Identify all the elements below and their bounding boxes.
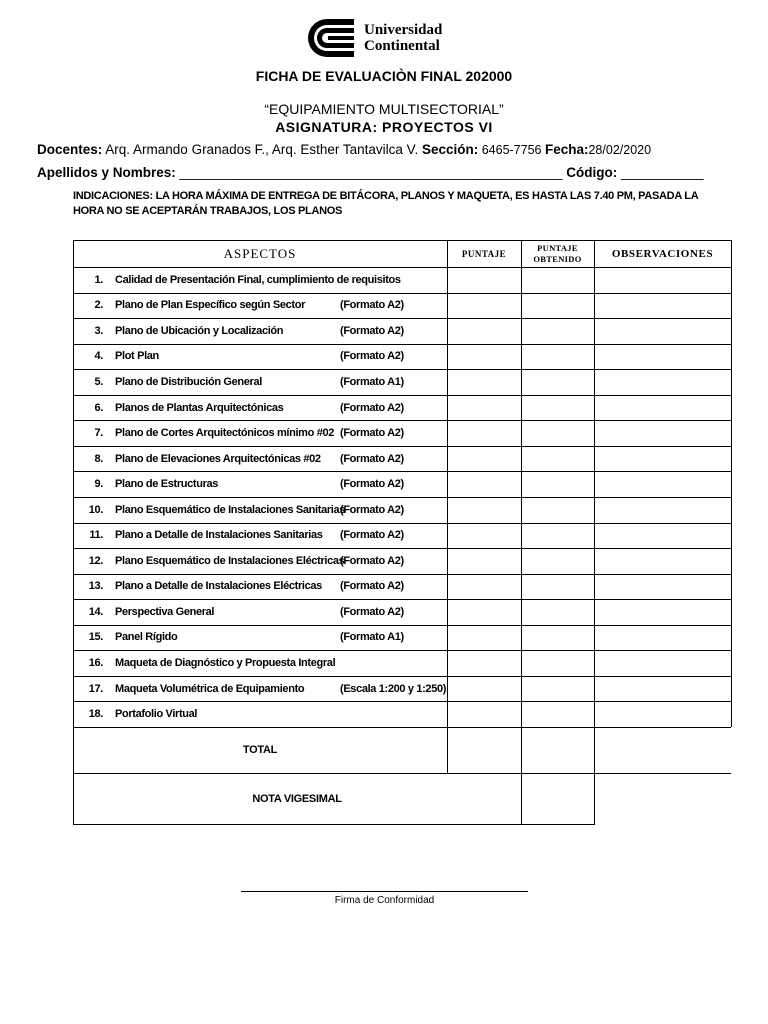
table-row	[73, 599, 447, 625]
teachers-line: Docentes: Arq. Armando Granados F., Arq. Esther Tantavilca V. Sección: 6465-7756 Fecha:28/02/2020	[37, 142, 652, 157]
university-logo-icon	[298, 17, 356, 59]
row-format: (Formato A2)	[340, 554, 404, 567]
table-row	[73, 293, 447, 319]
university-name: Universidad Continental	[364, 22, 443, 54]
row-aspect: Plot Plan	[115, 350, 159, 363]
row-format: (Formato A2)	[340, 324, 404, 337]
row-format: (Formato A2)	[340, 605, 404, 618]
header-puntaje-obtenido: PUNTAJE OBTENIDO	[533, 242, 582, 264]
table-row	[73, 446, 447, 472]
row-number: 2.	[94, 299, 103, 312]
row-format: (Formato A2)	[340, 503, 404, 516]
table-row	[73, 471, 447, 497]
table-rule	[447, 240, 448, 773]
row-number: 15.	[88, 631, 103, 644]
row-number: 1.	[94, 273, 103, 286]
table-rule	[731, 240, 732, 727]
row-number: 18.	[88, 708, 103, 721]
table-row	[73, 420, 447, 446]
row-aspect: Plano de Distribución General	[115, 375, 262, 388]
total-label: TOTAL	[242, 744, 278, 756]
table-rule	[594, 240, 595, 825]
row-aspect: Plano Esquemático de Instalaciones Sanitarias	[115, 503, 346, 516]
table-row	[73, 267, 447, 293]
row-number: 13.	[88, 580, 103, 593]
row-format: (Formato A1)	[340, 631, 404, 644]
nota-vigesimal-label: NOTA VIGESIMAL	[252, 792, 342, 805]
header-puntaje: PUNTAJE	[461, 248, 507, 259]
row-number: 17.	[88, 682, 103, 695]
row-format: (Formato A2)	[340, 401, 404, 414]
table-row	[73, 369, 447, 395]
table-row	[73, 344, 447, 370]
row-number: 10.	[88, 503, 103, 516]
table-row	[73, 574, 447, 600]
row-number: 9.	[94, 478, 103, 491]
row-number: 7.	[94, 427, 103, 440]
row-aspect: Plano Esquemático de Instalaciones Eléctricas	[115, 554, 345, 567]
row-aspect: Plano de Cortes Arquitectónicos mínimo #02	[115, 427, 334, 440]
evaluation-table	[73, 240, 731, 824]
row-format: (Formato A2)	[340, 478, 404, 491]
table-row	[73, 676, 447, 702]
header-observaciones: OBSERVACIONES	[611, 247, 714, 260]
row-number: 12.	[88, 554, 103, 567]
university-logo	[298, 16, 468, 60]
form-title: FICHA DE EVALUACIÒN FINAL 202000	[255, 68, 513, 84]
row-aspect: Plano de Elevaciones Arquitectónicas #02	[115, 452, 321, 465]
table-rule	[73, 824, 594, 825]
row-aspect: Panel Rígido	[115, 631, 178, 644]
table-row	[73, 318, 447, 344]
signature-line	[241, 891, 528, 892]
table-rule	[521, 240, 522, 824]
row-aspect: Maqueta Volumétrica de Equipamiento	[115, 682, 305, 695]
row-format: (Formato A2)	[340, 299, 404, 312]
row-aspect: Plano de Estructuras	[115, 478, 219, 491]
row-aspect: Plano de Ubicación y Localización	[115, 324, 284, 337]
row-number: 3.	[94, 324, 103, 337]
row-format: (Formato A2)	[340, 452, 404, 465]
row-aspect: Planos de Plantas Arquitectónicas	[115, 401, 284, 414]
row-number: 6.	[94, 401, 103, 414]
row-aspect: Plano a Detalle de Instalaciones Eléctricas	[115, 580, 322, 593]
row-aspect: Portafolio Virtual	[115, 708, 198, 721]
table-row	[73, 701, 447, 727]
row-format: (Formato A2)	[340, 529, 404, 542]
table-row	[73, 548, 447, 574]
row-number: 14.	[88, 605, 103, 618]
row-aspect: Calidad de Presentación Final, cumplimiento de requisitos	[115, 273, 401, 286]
row-number: 11.	[89, 529, 103, 542]
student-line: Apellidos y Nombres: ___________________________________________________ Código: ___________	[37, 165, 704, 180]
row-number: 4.	[94, 350, 103, 363]
instructions: INDICACIONES: LA HORA MÁXIMA DE ENTREGA DE BITÁCORA, PLANOS Y MAQUETA, ES HASTA LAS 7.40 PM, PASADA LA HORA NO SE ACEPTARÁN TRABAJOS, LOS PLANOS	[73, 190, 698, 217]
row-number: 5.	[94, 375, 103, 388]
row-aspect: Perspectiva General	[115, 605, 215, 618]
project-subtitle: “EQUIPAMIENTO MULTISECTORIAL”	[264, 101, 504, 117]
row-aspect: Maqueta de Diagnóstico y Propuesta Integral	[115, 657, 336, 670]
row-number: 8.	[94, 452, 103, 465]
row-format: (Formato A1)	[340, 375, 404, 388]
header-aspectos: ASPECTOS	[223, 245, 297, 261]
signature-label: Firma de Conformidad	[334, 895, 435, 906]
row-format: (Escala 1:200 y 1:250)	[340, 682, 447, 695]
row-number: 16.	[88, 657, 103, 670]
table-row	[73, 523, 447, 549]
table-row	[73, 497, 447, 523]
row-format: (Formato A2)	[340, 427, 404, 440]
row-format: (Formato A2)	[340, 350, 404, 363]
row-format: (Formato A2)	[340, 580, 404, 593]
course-name: ASIGNATURA: PROYECTOS VI	[275, 119, 493, 135]
table-row	[73, 625, 447, 651]
row-aspect: Plano a Detalle de Instalaciones Sanitarias	[115, 529, 323, 542]
table-row	[73, 650, 447, 676]
row-aspect: Plano de Plan Específico según Sector	[115, 299, 305, 312]
table-row	[73, 395, 447, 421]
